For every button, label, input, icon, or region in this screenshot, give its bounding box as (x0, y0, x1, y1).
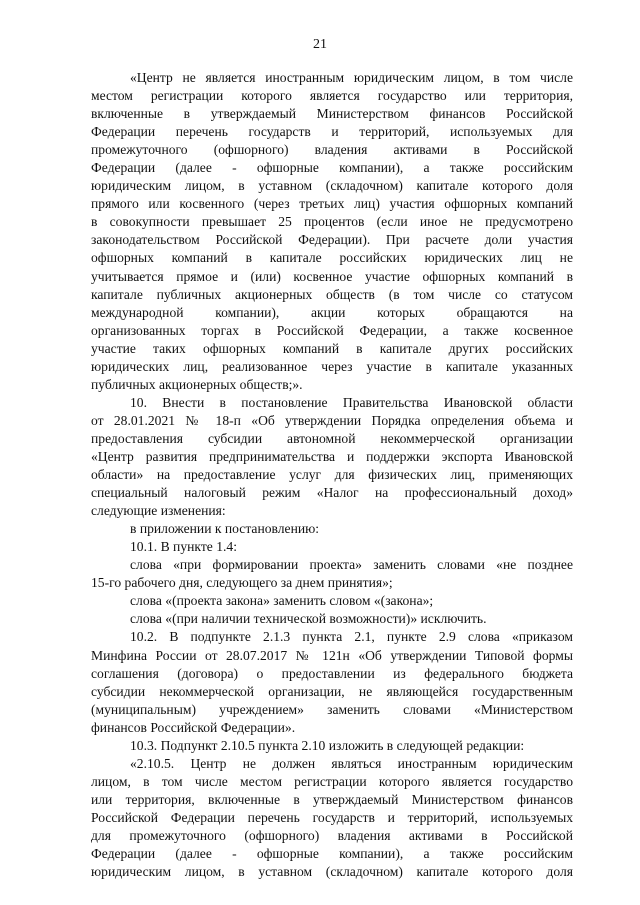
text-line: области» на предоставление услуг для физических лиц, применяющих (91, 467, 573, 483)
text-line: публичных акционерных обществ;». (91, 376, 303, 392)
text-line: в совокупности превышает 25 процентов (если иное не предусмотрено (91, 214, 573, 230)
text-line: специальный налоговый режим «Налог на профессиональный доход» (91, 485, 573, 501)
text-line: законодательством Российской Федерации). При расчете доли участия (91, 232, 573, 248)
text-line: 10.1. В пункте 1.4: (130, 539, 237, 555)
text-line: предоставления субсидии автономной некоммерческой организации (91, 430, 573, 446)
text-line: Федерации (далее - офшорные компании), а также российским (91, 846, 573, 862)
text-line: юридическим лицом, в уставном (складочном) капитале которого доля (91, 178, 573, 194)
text-line: Российской Федерации перечень государств и территорий, используемых (91, 809, 573, 825)
text-line: участие таких офшорных компаний в капитале других российских (91, 340, 573, 356)
text-line: финансов Российской Федерации». (91, 719, 296, 735)
text-line: промежуточного (офшорного) владения активами в Российской (91, 142, 573, 158)
text-line: (муниципальным) учреждением» заменить словами «Министерством (91, 701, 573, 717)
text-line: соглашения (договора) о предоставлении из федерального бюджета (91, 665, 573, 681)
text-line: «Центр развития предпринимательства и поддержки экспорта Ивановской (91, 448, 573, 464)
text-line: для промежуточного (офшорного) владения активами в Российской (91, 827, 573, 843)
text-line: слова «(при наличии технической возможности)» исключить. (130, 611, 487, 627)
text-line: Федерации перечень государств и территорий, используемых для (91, 124, 573, 140)
text-line: 15-го рабочего дня, следующего за днем принятия»; (91, 575, 393, 591)
page-number: 21 (313, 37, 327, 52)
text-line: Федерации (далее - офшорные компании), а также российским (91, 160, 573, 176)
document-body (91, 69, 573, 881)
text-line: включенные в утверждаемый Министерством финансов Российской (91, 106, 573, 122)
text-line: следующие изменения: (91, 503, 226, 519)
text-line: 10. Внести в постановление Правительства Ивановской области (130, 394, 573, 410)
text-line: офшорных компаний в капитале российских юридических лиц не (91, 250, 573, 266)
text-line: «2.10.5. Центр не должен являться иностранным юридическим (130, 755, 573, 771)
text-line: в приложении к постановлению: (130, 521, 320, 537)
text-line: Минфина России от 28.07.2017 № 121н «Об утверждении Типовой формы (91, 647, 573, 663)
text-line: местом регистрации которого является государство или территория, (91, 88, 573, 104)
text-line: «Центр не является иностранным юридическим лицом, в том числе (130, 70, 573, 85)
text-line: от 28.01.2021 № 18-п «Об утверждении Порядка определения объема и (91, 412, 573, 428)
text-line: организованных торгах в Российской Федерации, а также косвенное (91, 322, 573, 338)
text-line: прямого или косвенного (через третьих лиц) участия офшорных компаний (91, 196, 573, 212)
text-line: 10.2. В подпункте 2.1.3 пункта 2.1, пункте 2.9 слова «приказом (130, 629, 573, 645)
text-line: международной компании), акции которых обращаются на (91, 304, 573, 320)
text-line: юридических лиц, реализованное через участие в капитале указанных (91, 358, 573, 374)
text-line: субсидии некоммерческой организации, не являющейся государственным (91, 683, 573, 699)
text-line: капитале публичных акционерных обществ (в том числе со статусом (91, 286, 573, 302)
text-line: юридическим лицом, в уставном (складочном) капитале которого доля (91, 864, 573, 880)
text-line: лицом, в том числе местом регистрации которого является государство (91, 773, 573, 789)
text-line: или территория, включенные в утверждаемый Министерством финансов (91, 791, 573, 807)
text-line: 10.3. Подпункт 2.10.5 пункта 2.10 изложить в следующей редакции: (130, 737, 525, 753)
text-line: слова «при формировании проекта» заменить словами «не позднее (130, 557, 573, 573)
text-line: учитывается прямое и (или) косвенное участие офшорных компаний в (91, 268, 573, 284)
text-line: слова «(проекта закона» заменить словом «(закона»; (130, 593, 434, 609)
